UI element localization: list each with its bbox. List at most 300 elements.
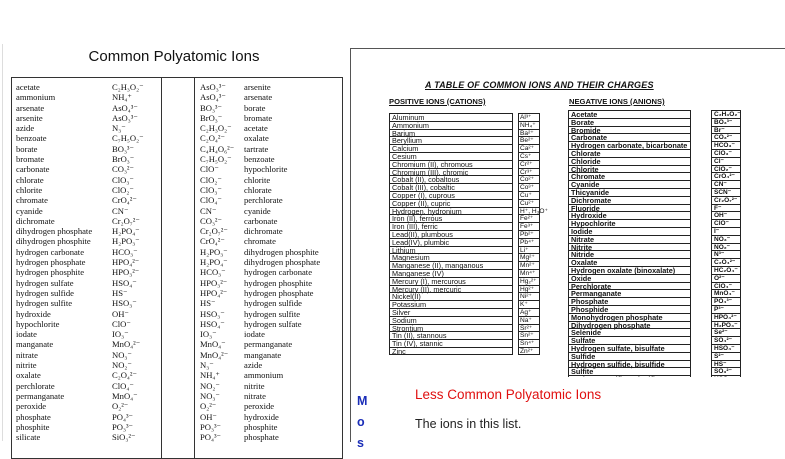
- anion-row: [568, 313, 691, 321]
- ion-formula: O₂²⁻: [200, 401, 217, 412]
- anion-formula-row: [711, 235, 741, 243]
- cation-formula: Ni²⁺: [518, 292, 540, 300]
- ion-name: acetate: [16, 82, 40, 92]
- left-ion-chart: [2, 44, 345, 441]
- anion-formula: SCN⁻: [711, 188, 741, 196]
- anion-formula: C₂H₃O₂⁻: [711, 110, 741, 118]
- anion-formula-row: [711, 266, 741, 274]
- anion-formula: H₂PO₄⁻: [711, 321, 741, 329]
- ion-name: silicate: [16, 432, 41, 443]
- ion-row: [16, 144, 144, 154]
- ion-name: nitrite: [16, 360, 37, 371]
- cation-name: Cobalt (II), cobaltous: [389, 175, 513, 183]
- anion-formula: HPO₄²⁻: [711, 313, 741, 321]
- anion-row: [568, 196, 691, 204]
- ion-name: dihydrogen phosphate: [16, 226, 93, 237]
- ion-name: oxalate: [244, 133, 269, 144]
- ion-name: benzoate: [244, 154, 275, 165]
- cation-row: [389, 230, 540, 238]
- anion-formula: ClO₂⁻: [711, 165, 741, 173]
- ion-row: [200, 278, 320, 288]
- cation-formula: Na⁺: [518, 316, 540, 324]
- cation-name: Manganese (IV): [389, 269, 513, 277]
- less-common-subtitle: The ions in this list.: [415, 417, 522, 431]
- cation-row: [389, 246, 540, 254]
- anion-name: Hypochlorite: [568, 219, 691, 227]
- ion-name: azide: [244, 360, 263, 371]
- anion-formula: MnO₄⁻: [711, 289, 741, 297]
- cation-row: [389, 316, 540, 324]
- ion-row: [200, 350, 320, 360]
- ion-name: nitrate: [244, 390, 266, 401]
- ion-row: [16, 175, 144, 185]
- anion-formula: HCO₃⁻: [711, 141, 741, 149]
- anion-formula: Br⁻: [711, 126, 741, 134]
- ion-formula: NO₃⁻: [200, 390, 220, 401]
- ion-formula: HPO₃²⁻: [112, 267, 140, 278]
- negative-ions-heading: NEGATIVE IONS (ANIONS): [569, 97, 665, 106]
- cation-formula: Co²⁺: [518, 175, 540, 183]
- ion-row: [200, 370, 320, 380]
- ion-name: cyanide: [244, 205, 271, 216]
- anion-formula: OH⁻: [711, 211, 741, 219]
- ion-name: perchlorate: [16, 380, 55, 391]
- ion-row: [16, 360, 144, 370]
- anion-name: Permanganate: [568, 289, 691, 297]
- ion-formula: H₂PO₄⁻: [200, 257, 228, 268]
- ion-formula: ClO⁻: [200, 164, 219, 175]
- anion-row: [568, 282, 691, 290]
- ion-formula: OH⁻: [112, 308, 129, 319]
- ion-row: [16, 350, 144, 360]
- cation-formula: Hg₂²⁺: [518, 277, 540, 285]
- ion-name: benzoate: [16, 133, 47, 144]
- cation-name: Silver: [389, 308, 513, 316]
- anion-row: [568, 180, 691, 188]
- ion-formula: IO₃⁻: [112, 329, 129, 340]
- ion-row: [16, 401, 144, 411]
- anion-formula-row: [711, 118, 741, 126]
- ion-row: [16, 412, 144, 422]
- anion-formula: ClO₃⁻: [711, 149, 741, 157]
- ion-name: phosphite: [16, 421, 50, 432]
- anion-formula-row: [711, 336, 741, 344]
- anion-formula: O²⁻: [711, 274, 741, 282]
- anion-formula: SO₄²⁻: [711, 336, 741, 344]
- anion-name: Acetate: [568, 110, 691, 118]
- ion-formula: HSO₄⁻: [200, 318, 225, 329]
- ion-formula: AsO₄³⁻: [112, 102, 138, 113]
- anion-formula: N³⁻: [711, 250, 741, 258]
- ion-row: [16, 226, 144, 236]
- cation-name: Mercury (II), mercuric: [389, 285, 513, 293]
- anion-name: Cyanide: [568, 180, 691, 188]
- anion-formula-row: [711, 289, 741, 297]
- cation-row: [389, 324, 540, 332]
- ion-name: iodate: [244, 329, 265, 340]
- cation-name: Copper (I), cuprous: [389, 191, 513, 199]
- ion-name: hydrogen carbonate: [16, 246, 85, 257]
- ion-formula: ClO₃⁻: [112, 174, 134, 185]
- ion-formula: ClO₄⁻: [200, 195, 222, 206]
- cation-row: [389, 168, 540, 176]
- anion-formula-row: [711, 110, 741, 118]
- ion-formula: AsO₄³⁻: [200, 92, 226, 103]
- ion-formula: HSO₄⁻: [112, 277, 137, 288]
- ion-formula: O₂²⁻: [112, 401, 129, 412]
- ion-formula: HSO₃⁻: [112, 298, 137, 309]
- anion-formula-row: [711, 282, 741, 290]
- ion-name: perchlorate: [244, 195, 283, 206]
- ion-name: manganate: [244, 349, 282, 360]
- anion-name: Dihydrogen phosphate: [568, 321, 691, 329]
- anion-formula-row: [711, 126, 741, 134]
- cation-name: Mercury (I), mercurous: [389, 277, 513, 285]
- cation-row: [389, 144, 540, 152]
- ion-formula: HPO₄²⁻: [112, 257, 140, 268]
- anion-row: [568, 227, 691, 235]
- cation-formula: Mn²⁺: [518, 261, 540, 269]
- anion-name: Chromate: [568, 172, 691, 180]
- ion-name: nitrate: [16, 349, 38, 360]
- anion-formula-row: [711, 305, 741, 313]
- anion-row: [568, 219, 691, 227]
- ion-formula: PO₄³⁻: [112, 411, 134, 422]
- ion-row: [16, 195, 144, 205]
- ion-row: [200, 144, 320, 154]
- anion-formula-row: [711, 227, 741, 235]
- cation-name: Aluminum: [389, 113, 513, 121]
- ion-name: hydrogen carbonate: [244, 267, 313, 278]
- anion-row: [568, 305, 691, 313]
- ion-formula: C₂O₄²⁻: [112, 370, 138, 381]
- cation-formula: Li⁺: [518, 246, 540, 254]
- ion-name: chromate: [16, 195, 48, 206]
- anion-row: [568, 133, 691, 141]
- ion-row: [200, 195, 320, 205]
- ion-row: [200, 329, 320, 339]
- ion-name: peroxide: [244, 401, 275, 412]
- ion-name: dihydrogen phosphite: [16, 236, 91, 247]
- ion-row: [200, 412, 320, 422]
- ion-formula: Cr₂O₇²⁻: [112, 215, 140, 226]
- cation-row: [389, 339, 540, 347]
- cation-name: Calcium: [389, 144, 513, 152]
- ion-name: cyanide: [16, 205, 43, 216]
- ion-formula: NH₄⁺: [200, 370, 220, 381]
- ion-row: [200, 226, 320, 236]
- cation-name: Beryllium: [389, 136, 513, 144]
- anion-name: Oxide: [568, 274, 691, 282]
- ion-name: tartrate: [244, 143, 269, 154]
- anion-row: [568, 110, 691, 118]
- ion-name: manganate: [16, 339, 54, 350]
- ion-formula: H₂PO₃⁻: [200, 246, 228, 257]
- cation-formula: Ba²⁺: [518, 129, 540, 137]
- cation-formula: Cr²⁺: [518, 160, 540, 168]
- anion-row: [568, 289, 691, 297]
- anion-formula-row: [711, 149, 741, 157]
- ion-name: hydrogen sulfide: [16, 287, 74, 298]
- ion-row: [200, 257, 320, 267]
- cation-name: Barium: [389, 129, 513, 137]
- ion-row: [200, 164, 320, 174]
- column-divider: [161, 78, 162, 458]
- ion-name: borate: [16, 143, 38, 154]
- anion-formula-row: [711, 367, 741, 375]
- ion-formula: MnO₄⁻: [112, 390, 138, 401]
- ion-name: chlorate: [244, 184, 272, 195]
- ion-table-title: A TABLE OF COMMON IONS AND THEIR CHARGES: [425, 80, 654, 90]
- ion-row: [16, 339, 144, 349]
- ion-row: [200, 381, 320, 391]
- cation-name: Magnesium: [389, 253, 513, 261]
- anion-formula: Se²⁻: [711, 328, 741, 336]
- ion-row: [200, 391, 320, 401]
- anion-formula: P³⁻: [711, 305, 741, 313]
- ion-formula: ClO₃⁻: [200, 184, 222, 195]
- anion-formula: ClO₄⁻: [711, 282, 741, 290]
- ion-row: [200, 432, 320, 442]
- ion-row: [16, 236, 144, 246]
- anion-name: Phosphide: [568, 305, 691, 313]
- cation-name: Cesium: [389, 152, 513, 160]
- cation-row: [389, 292, 540, 300]
- ion-name: dihydrogen phosphate: [244, 257, 321, 268]
- ion-formula: OH⁻: [200, 411, 217, 422]
- anion-formula-row: [711, 133, 741, 141]
- ion-formula: N₃⁻: [112, 123, 126, 134]
- ion-row: [200, 133, 320, 143]
- anion-formula-row: [711, 219, 741, 227]
- anion-name: Perchlorate: [568, 282, 691, 290]
- ion-name: bromate: [244, 112, 273, 123]
- ion-row: [16, 92, 144, 102]
- anion-row: [568, 118, 691, 126]
- ion-name: chromate: [244, 236, 276, 247]
- ion-row: [16, 422, 144, 432]
- right-ion-table: [350, 48, 785, 450]
- anion-formula: PO₄³⁻: [711, 297, 741, 305]
- cation-formula: H⁺, H₃O⁺: [520, 207, 548, 215]
- ion-row: [16, 123, 144, 133]
- ion-name: ammonium: [244, 370, 284, 381]
- ion-name: chlorite: [16, 184, 43, 195]
- cation-row: [389, 113, 540, 121]
- anion-formula: HSO₄⁻: [711, 344, 741, 352]
- anion-row: [568, 243, 691, 251]
- anion-row: [568, 188, 691, 196]
- cation-row: [389, 308, 540, 316]
- ion-row: [16, 391, 144, 401]
- anion-row: [568, 266, 691, 274]
- column-divider: [194, 78, 195, 458]
- cation-name: Cobalt (III), cobaltic: [389, 183, 513, 191]
- ion-row: [16, 329, 144, 339]
- cation-name: Potassium: [389, 300, 513, 308]
- ion-formula: HPO₃²⁻: [200, 277, 228, 288]
- ion-formula: C₄H₄O₆²⁻: [200, 143, 235, 154]
- cation-name: Copper (II), cupric: [389, 199, 513, 207]
- left-chart-title: Common Polyatomic Ions: [88, 48, 260, 65]
- anion-name: Hydrogen carbonate, bicarbonate: [568, 141, 691, 149]
- anion-formula: S²⁻: [711, 352, 741, 360]
- anion-formula-row: [711, 328, 741, 336]
- anion-row: [568, 328, 691, 336]
- ion-formula: ClO₂⁻: [112, 184, 134, 195]
- anion-row: [568, 360, 691, 368]
- ion-row: [200, 123, 320, 133]
- ion-name: hydrogen sulfite: [244, 308, 301, 319]
- ion-row: [200, 360, 320, 370]
- ion-row: [200, 267, 320, 277]
- ion-name: phosphate: [16, 411, 51, 422]
- anion-name: Sulfite: [568, 367, 691, 375]
- ion-row: [200, 92, 320, 102]
- anion-row: [568, 321, 691, 329]
- cation-formula: Cu⁺: [518, 191, 540, 199]
- ion-table-document: [351, 49, 785, 377]
- ion-name: arsenate: [244, 92, 273, 103]
- anion-formula: NO₃⁻: [711, 235, 741, 243]
- cation-row: [389, 300, 540, 308]
- anion-name: Thicyanide: [568, 188, 691, 196]
- cation-name: Tin (II), stannous: [389, 331, 513, 339]
- name-to-formula-column: [16, 82, 144, 442]
- ion-formula: HS⁻: [200, 298, 216, 309]
- anion-row: [568, 367, 691, 375]
- ion-formula: C₂H₃O₂⁻: [200, 123, 232, 134]
- ion-formula: CO₃²⁻: [200, 215, 223, 226]
- ion-formula: ClO₂⁻: [200, 174, 222, 185]
- ion-name: ammonium: [16, 92, 56, 103]
- ion-row: [16, 319, 144, 329]
- ion-row: [16, 288, 144, 298]
- ion-name: peroxide: [16, 401, 47, 412]
- cation-row: [389, 206, 548, 216]
- anion-name: Hydrogen sulfate, bisulfate: [568, 344, 691, 352]
- anion-formula-row: [711, 172, 741, 180]
- ion-row: [16, 370, 144, 380]
- cation-formula: Co³⁺: [518, 183, 540, 191]
- cation-row: [389, 238, 540, 246]
- anion-name: Fluoride: [568, 204, 691, 212]
- ion-formula: MnO₄²⁻: [200, 349, 229, 360]
- cation-name: Hydrogen, hydronium: [389, 207, 513, 215]
- ion-row: [200, 206, 320, 216]
- ion-row: [16, 103, 144, 113]
- anion-name: Nitrite: [568, 243, 691, 251]
- ion-name: carbonate: [16, 164, 50, 175]
- ion-name: hydrogen phosphite: [244, 277, 313, 288]
- cation-formula: Pb⁴⁺: [518, 238, 540, 246]
- anion-formula: NO₂⁻: [711, 243, 741, 251]
- cation-formula: Mg²⁺: [518, 253, 540, 261]
- ion-formula: CrO₄²⁻: [200, 236, 225, 247]
- anion-name: Hydrogen oxalate (binoxalate): [568, 266, 691, 274]
- ion-name: hydrogen phosphate: [244, 287, 314, 298]
- cation-name: Ammonium: [389, 121, 513, 129]
- anion-formula-row: [711, 344, 741, 352]
- cations-table: [389, 113, 548, 356]
- ion-formula: C₂H₃O₂⁻: [112, 82, 144, 92]
- anion-row: [568, 274, 691, 282]
- cation-row: [389, 347, 540, 355]
- ion-formula: BO₃³⁻: [112, 143, 135, 154]
- cation-name: Tin (IV), stannic: [389, 339, 513, 347]
- anion-formula-row: [711, 274, 741, 282]
- anion-formula-row: [711, 211, 741, 219]
- ion-formula: H₂PO₃⁻: [112, 236, 140, 247]
- anion-name: Chlorite: [568, 165, 691, 173]
- ion-row: [16, 164, 144, 174]
- ion-formula: C₇H₅O₂⁻: [112, 133, 144, 144]
- ion-row: [200, 103, 320, 113]
- cation-row: [389, 261, 540, 269]
- anion-row: [568, 141, 691, 149]
- cation-row: [389, 222, 540, 230]
- ion-formula: H₂PO₄⁻: [112, 226, 140, 237]
- anion-name: Borate: [568, 118, 691, 126]
- ion-row: [200, 247, 320, 257]
- ion-name: hydrogen phosphate: [16, 257, 86, 268]
- ion-formula: N₃⁻: [200, 360, 214, 371]
- ion-formula: SiO₃²⁻: [112, 432, 136, 443]
- ion-name: hypochlorite: [244, 164, 288, 175]
- cation-formula: Ag⁺: [518, 308, 540, 316]
- cation-row: [389, 253, 540, 261]
- ion-formula: IO₃⁻: [200, 329, 217, 340]
- anion-formula-row: [711, 250, 741, 258]
- cation-name: Iron (II), ferrous: [389, 214, 513, 222]
- ion-formula: BrO₃⁻: [200, 112, 223, 123]
- cation-name: Chromium (II), chromous: [389, 160, 513, 168]
- anion-row: [568, 258, 691, 266]
- ion-name: chlorate: [16, 174, 44, 185]
- ion-row: [200, 309, 320, 319]
- ion-formula: HS⁻: [112, 287, 128, 298]
- ion-row: [16, 185, 144, 195]
- side-letter: s: [357, 436, 364, 450]
- ion-name: nitrite: [244, 380, 265, 391]
- ion-row: [16, 267, 144, 277]
- anion-name: Selenide: [568, 328, 691, 336]
- cation-row: [389, 152, 540, 160]
- ion-name: phosphate: [244, 432, 279, 443]
- ion-row: [16, 309, 144, 319]
- ion-formula: HCO₃⁻: [112, 246, 138, 257]
- anion-name: Carbonate: [568, 133, 691, 141]
- cation-formula: Pb²⁺: [518, 230, 540, 238]
- anion-name: Bromide: [568, 126, 691, 134]
- anion-formula-row: [711, 180, 741, 188]
- anion-formula-row: [711, 243, 741, 251]
- ion-name: permanganate: [244, 339, 293, 350]
- ion-formula: ClO⁻: [112, 318, 131, 329]
- anion-name: Chlorate: [568, 149, 691, 157]
- cation-formula: Ca²⁺: [518, 144, 540, 152]
- side-letter: o: [357, 415, 365, 429]
- ion-name: permanganate: [16, 390, 65, 401]
- ion-formula: Cr₂O₇²⁻: [200, 226, 228, 237]
- cation-row: [389, 285, 540, 293]
- cation-name: Sodium: [389, 316, 513, 324]
- ion-row: [16, 133, 144, 143]
- anion-name: Phosphate: [568, 297, 691, 305]
- anion-formula: C₂O₄²⁻: [711, 258, 741, 266]
- ion-formula: C₇H₅O₂⁻: [200, 154, 232, 165]
- ion-row: [200, 154, 320, 164]
